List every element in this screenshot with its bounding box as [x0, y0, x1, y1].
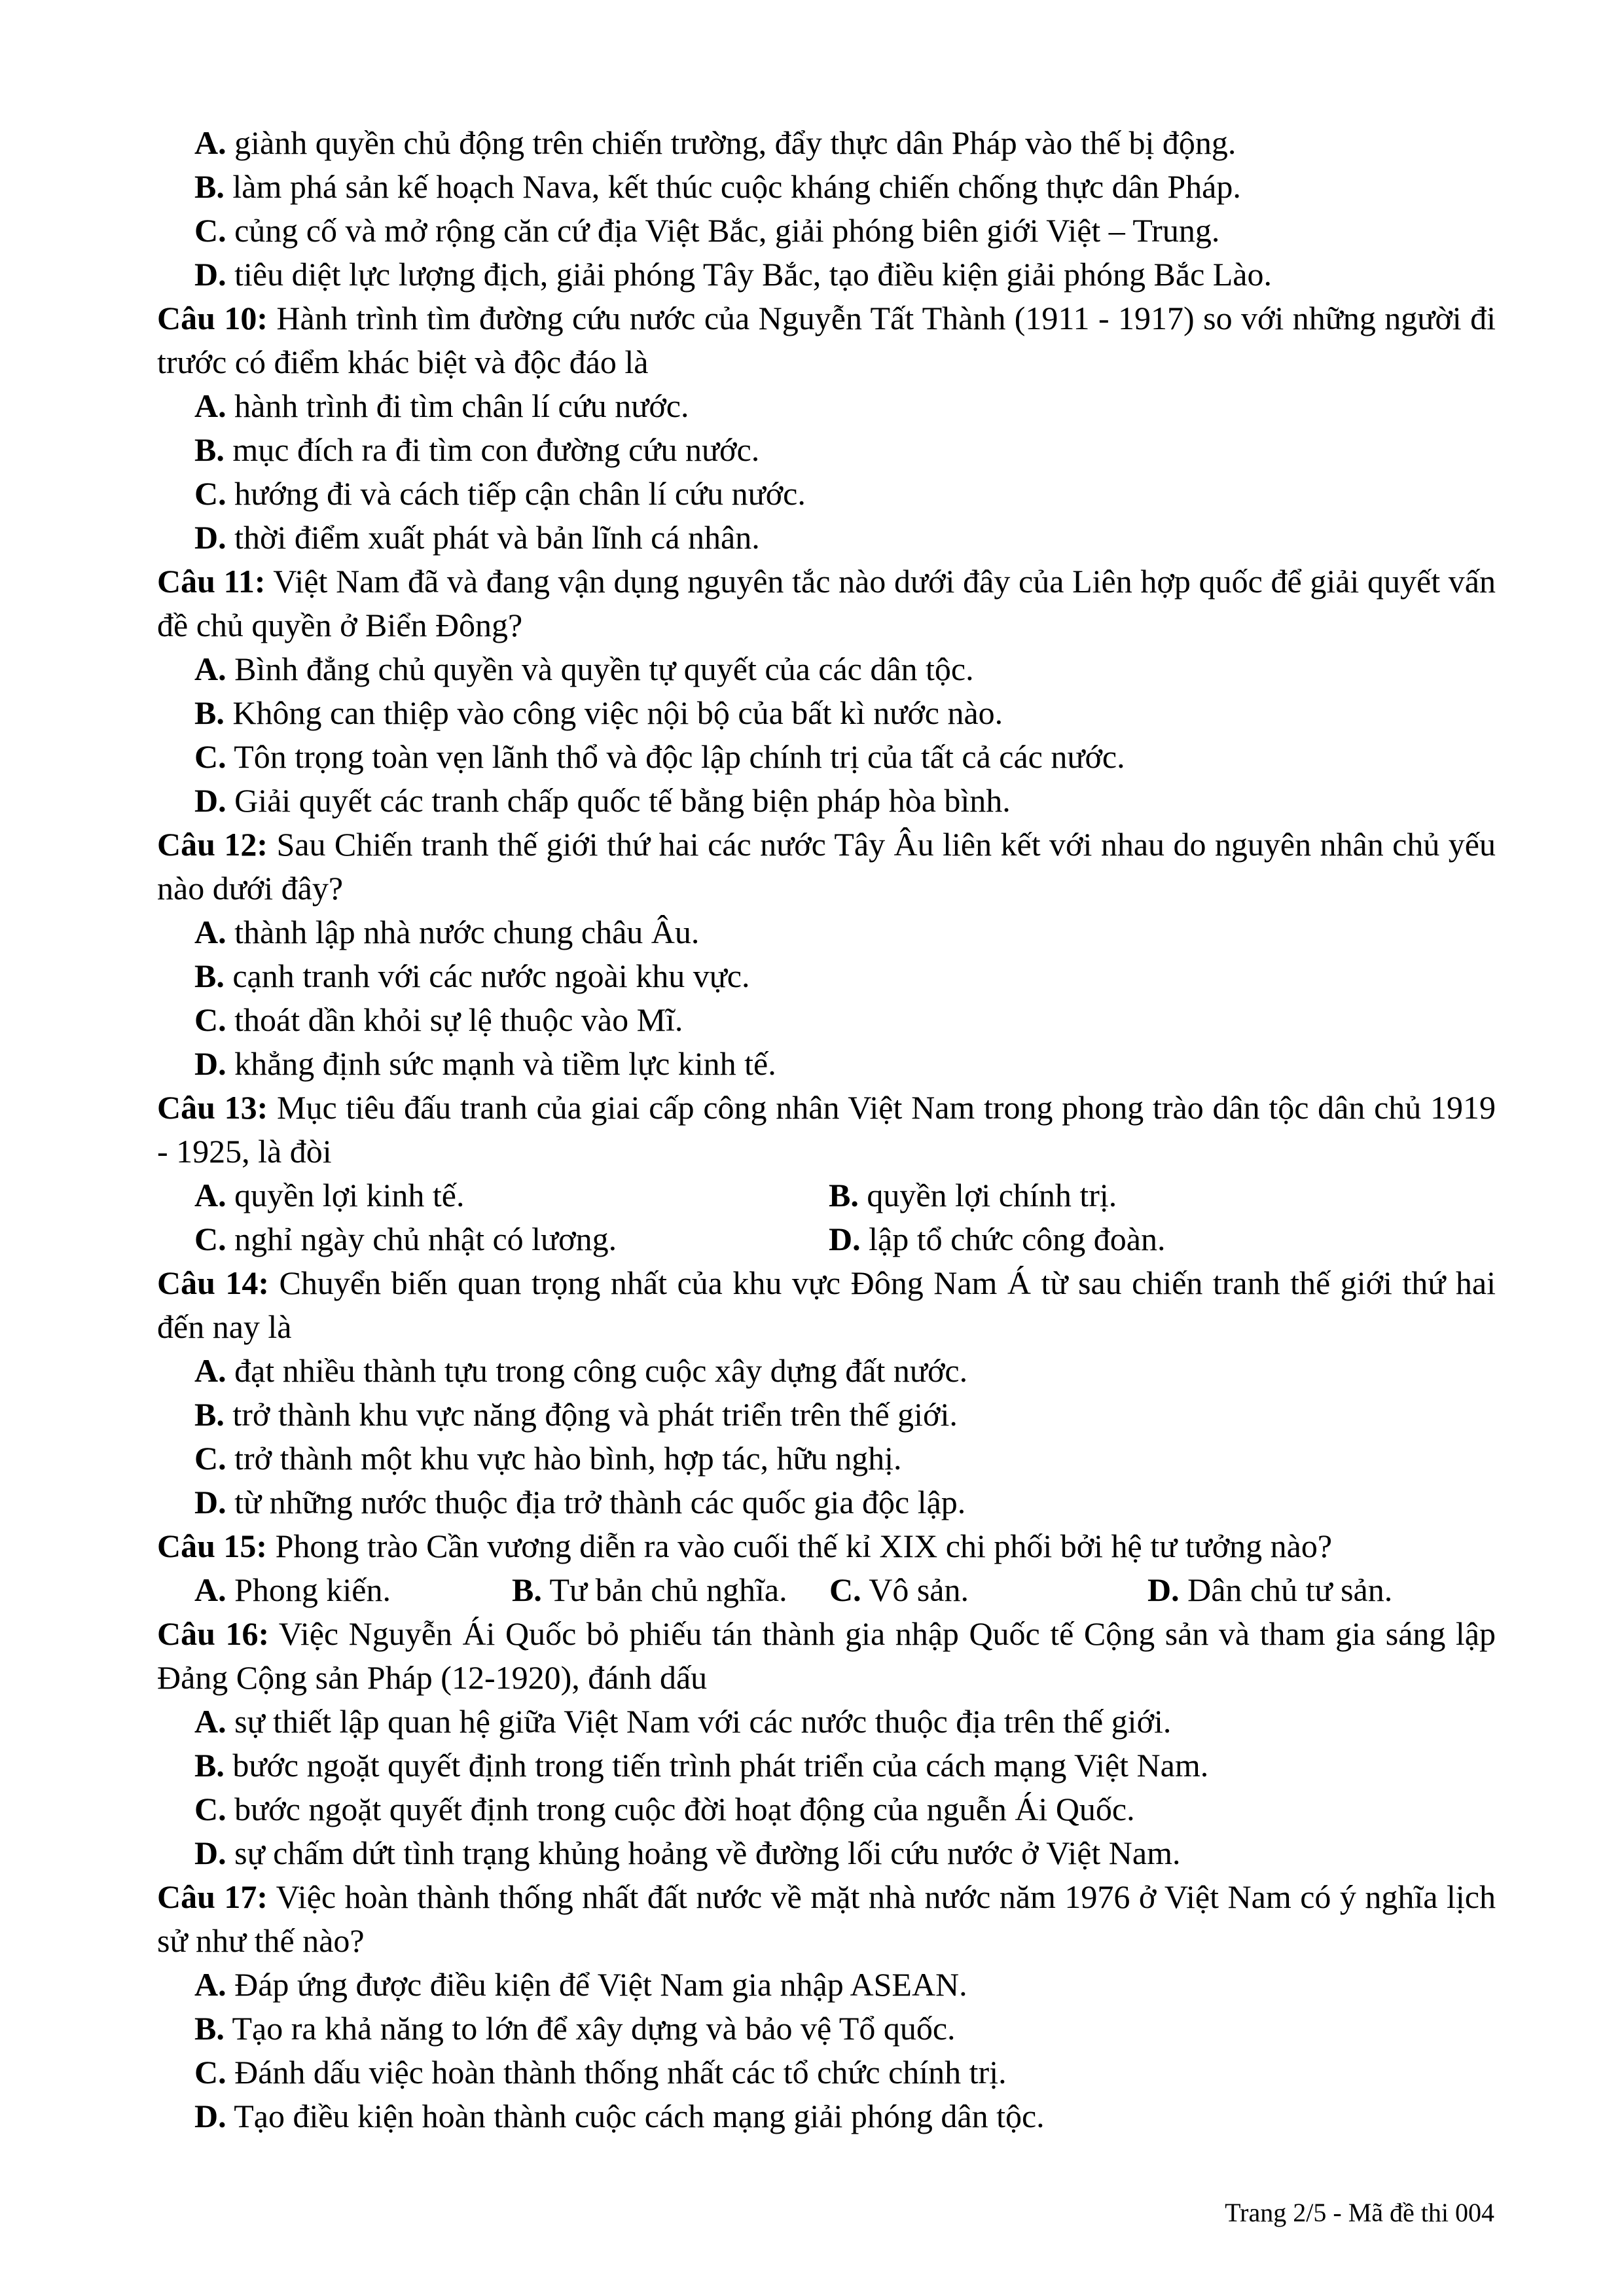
option-letter: B.: [194, 2010, 225, 2047]
question-11: [157, 560, 1496, 647]
option-letter: B.: [194, 958, 225, 994]
option-text: Giải quyết các tranh chấp quốc tế bằng biện pháp hòa bình.: [226, 782, 1011, 819]
option-letter: C.: [194, 212, 226, 249]
option-text: bước ngoặt quyết định trong tiến trình phát triển của cách mạng Việt Nam.: [224, 1747, 1209, 1784]
option-letter: C.: [194, 475, 226, 512]
option-text: hành trình đi tìm chân lí cứu nước.: [226, 387, 689, 424]
option-text: đạt nhiều thành tựu trong công cuộc xây dựng đất nước.: [226, 1352, 968, 1389]
option-text: Tư bản chủ nghĩa.: [541, 1571, 787, 1608]
option-letter: A.: [194, 1352, 226, 1389]
option-letter: C.: [194, 1001, 226, 1038]
q13-option-b: [829, 1174, 1117, 1217]
option-text: cạnh tranh với các nước ngoài khu vực.: [224, 958, 750, 994]
option-letter: B.: [829, 1177, 859, 1213]
question-10: [157, 296, 1496, 384]
question-14: [157, 1261, 1496, 1349]
option-text: củng cố và mở rộng căn cứ địa Việt Bắc, giải phóng biên giới Việt – Trung.: [226, 212, 1220, 249]
q15-option-b: [512, 1568, 829, 1612]
option-text: làm phá sản kế hoạch Nava, kết thúc cuộc kháng chiến chống thực dân Pháp.: [224, 168, 1241, 205]
question-label: Câu 13:: [157, 1089, 268, 1126]
exam-page: [157, 121, 1496, 2138]
question-text: Mục tiêu đấu tranh của giai cấp công nhân Việt Nam trong phong trào dân tộc dân chủ 1919 - 1925, là đòi: [157, 1089, 1496, 1170]
question-label: Câu 17:: [157, 1878, 268, 1915]
question-13: [157, 1086, 1496, 1174]
option-letter: C.: [829, 1571, 861, 1608]
q16-option-c: [157, 1787, 1496, 1831]
option-text: hướng đi và cách tiếp cận chân lí cứu nước.: [226, 475, 806, 512]
q10-option-a: [157, 384, 1496, 428]
option-letter: C.: [194, 1791, 226, 1827]
option-letter: C.: [194, 1440, 226, 1477]
option-letter: D.: [194, 1484, 226, 1520]
q10-option-c: [157, 472, 1496, 516]
q15-option-a: [194, 1568, 512, 1612]
option-letter: A.: [194, 124, 226, 161]
option-text: Vô sản.: [861, 1571, 969, 1608]
q17-option-d: [157, 2094, 1496, 2138]
q9-option-c: [157, 209, 1496, 253]
option-letter: A.: [194, 651, 226, 687]
option-text: Không can thiệp vào công việc nội bộ của bất kì nước nào.: [224, 694, 1003, 731]
option-letter: D.: [1147, 1571, 1180, 1608]
question-text: Việc Nguyễn Ái Quốc bỏ phiếu tán thành gia nhập Quốc tế Cộng sản và tham gia sáng lập Đảng Cộng sản Pháp (12-1920), đánh dấu: [157, 1615, 1496, 1696]
q13-option-a: [194, 1174, 829, 1217]
option-text: sự thiết lập quan hệ giữa Việt Nam với các nước thuộc địa trên thế giới.: [226, 1703, 1172, 1740]
question-text: Phong trào Cần vương diễn ra vào cuối thế kỉ XIX chi phối bởi hệ tư tưởng nào?: [267, 1528, 1333, 1564]
question-label: Câu 12:: [157, 826, 268, 863]
q9-option-b: [157, 165, 1496, 209]
option-letter: B.: [194, 1396, 225, 1433]
option-letter: A.: [194, 387, 226, 424]
question-16: [157, 1612, 1496, 1700]
q16-option-b: [157, 1744, 1496, 1787]
option-text: Bình đẳng chủ quyền và quyền tự quyết của các dân tộc.: [226, 651, 974, 687]
question-text: Việc hoàn thành thống nhất đất nước về mặt nhà nước năm 1976 ở Việt Nam có ý nghĩa lịch sử như thế nào?: [157, 1878, 1496, 1959]
option-letter: D.: [829, 1221, 861, 1257]
option-letter: D.: [194, 256, 226, 293]
q12-option-b: [157, 954, 1496, 998]
question-label: Câu 16:: [157, 1615, 270, 1652]
question-text: Sau Chiến tranh thế giới thứ hai các nước Tây Âu liên kết với nhau do nguyên nhân chủ yếu nào dưới đây?: [157, 826, 1496, 906]
question-text: Việt Nam đã và đang vận dụng nguyên tắc nào dưới đây của Liên hợp quốc để giải quyết vấn đề chủ quyền ở Biển Đông?: [157, 563, 1496, 643]
option-text: quyền lợi kinh tế.: [226, 1177, 465, 1213]
option-letter: A.: [194, 1703, 226, 1740]
question-label: Câu 11:: [157, 563, 266, 600]
q12-option-c: [157, 998, 1496, 1042]
option-letter: A.: [194, 914, 226, 950]
q13-options-row-1: [157, 1174, 1496, 1217]
option-text: Tạo điều kiện hoàn thành cuộc cách mạng giải phóng dân tộc.: [226, 2098, 1045, 2134]
q14-option-a: [157, 1349, 1496, 1393]
q9-option-a: [157, 121, 1496, 165]
q10-option-b: [157, 428, 1496, 472]
q13-option-d: [829, 1217, 1165, 1261]
option-text: thành lập nhà nước chung châu Âu.: [226, 914, 700, 950]
q14-option-c: [157, 1437, 1496, 1480]
option-text: thời điểm xuất phát và bản lĩnh cá nhân.: [226, 519, 760, 556]
option-text: mục đích ra đi tìm con đường cứu nước.: [224, 431, 760, 468]
option-text: trở thành một khu vực hào bình, hợp tác, hữu nghị.: [226, 1440, 902, 1477]
q17-option-b: [157, 2007, 1496, 2051]
q11-option-b: [157, 691, 1496, 735]
option-text: Đánh dấu việc hoàn thành thống nhất các tổ chức chính trị.: [226, 2054, 1007, 2090]
option-letter: A.: [194, 1571, 226, 1608]
question-label: Câu 15:: [157, 1528, 268, 1564]
question-label: Câu 10:: [157, 300, 268, 336]
option-text: giành quyền chủ động trên chiến trường, đẩy thực dân Pháp vào thế bị động.: [226, 124, 1236, 161]
q17-option-c: [157, 2051, 1496, 2094]
question-17: [157, 1875, 1496, 1963]
page-footer: Trang 2/5 - Mã đề thi 004: [1225, 2198, 1494, 2227]
question-text: Hành trình tìm đường cứu nước của Nguyễn Tất Thành (1911 - 1917) so với những người đi trước có điểm khác biệt và độc đáo là: [157, 300, 1496, 380]
option-letter: A.: [194, 1177, 226, 1213]
option-letter: D.: [194, 1045, 226, 1082]
option-letter: C.: [194, 2054, 226, 2090]
q10-option-d: [157, 516, 1496, 560]
option-letter: B.: [512, 1571, 542, 1608]
q11-option-a: [157, 647, 1496, 691]
question-text: Chuyển biến quan trọng nhất của khu vực Đông Nam Á từ sau chiến tranh thế giới thứ hai đến nay là: [157, 1265, 1496, 1345]
option-letter: B.: [194, 168, 225, 205]
q17-option-a: [157, 1963, 1496, 2007]
q11-option-c: [157, 735, 1496, 779]
q9-option-d: [157, 253, 1496, 296]
option-letter: A.: [194, 1966, 226, 2003]
q15-option-d: [1147, 1568, 1392, 1612]
option-letter: D.: [194, 1835, 226, 1871]
option-letter: C.: [194, 1221, 226, 1257]
option-text: sự chấm dứt tình trạng khủng hoảng về đường lối cứu nước ở Việt Nam.: [226, 1835, 1181, 1871]
q15-options-row: [157, 1568, 1496, 1612]
option-text: khẳng định sức mạnh và tiềm lực kinh tế.: [226, 1045, 776, 1082]
option-text: quyền lợi chính trị.: [858, 1177, 1117, 1213]
question-label: Câu 14:: [157, 1265, 270, 1301]
q16-option-a: [157, 1700, 1496, 1744]
option-text: bước ngoặt quyết định trong cuộc đời hoạt động của nguễn Ái Quốc.: [226, 1791, 1135, 1827]
option-text: nghỉ ngày chủ nhật có lương.: [226, 1221, 617, 1257]
option-letter: B.: [194, 1747, 225, 1784]
option-text: lập tổ chức công đoàn.: [860, 1221, 1166, 1257]
option-letter: C.: [194, 738, 226, 775]
option-letter: D.: [194, 782, 226, 819]
question-15: [157, 1524, 1496, 1568]
q13-options-row-2: [157, 1217, 1496, 1261]
option-text: Tạo ra khả năng to lớn để xây dựng và bảo vệ Tổ quốc.: [224, 2010, 956, 2047]
q11-option-d: [157, 779, 1496, 823]
option-text: Phong kiến.: [226, 1571, 391, 1608]
option-text: thoát dần khỏi sự lệ thuộc vào Mĩ.: [226, 1001, 683, 1038]
option-text: từ những nước thuộc địa trở thành các quốc gia độc lập.: [226, 1484, 966, 1520]
option-letter: D.: [194, 519, 226, 556]
option-letter: B.: [194, 431, 225, 468]
q16-option-d: [157, 1831, 1496, 1875]
option-text: trở thành khu vực năng động và phát triển trên thế giới.: [224, 1396, 958, 1433]
q13-option-c: [194, 1217, 829, 1261]
option-text: Dân chủ tư sản.: [1179, 1571, 1393, 1608]
q12-option-a: [157, 910, 1496, 954]
question-12: [157, 823, 1496, 910]
option-text: tiêu diệt lực lượng địch, giải phóng Tây Bắc, tạo điều kiện giải phóng Bắc Lào.: [226, 256, 1272, 293]
q14-option-d: [157, 1480, 1496, 1524]
q12-option-d: [157, 1042, 1496, 1086]
q15-option-c: [829, 1568, 1147, 1612]
option-letter: D.: [194, 2098, 226, 2134]
option-text: Tôn trọng toàn vẹn lãnh thổ và độc lập chính trị của tất cả các nước.: [226, 738, 1125, 775]
option-text: Đáp ứng được điều kiện để Việt Nam gia nhập ASEAN.: [226, 1966, 967, 2003]
option-letter: B.: [194, 694, 225, 731]
q14-option-b: [157, 1393, 1496, 1437]
